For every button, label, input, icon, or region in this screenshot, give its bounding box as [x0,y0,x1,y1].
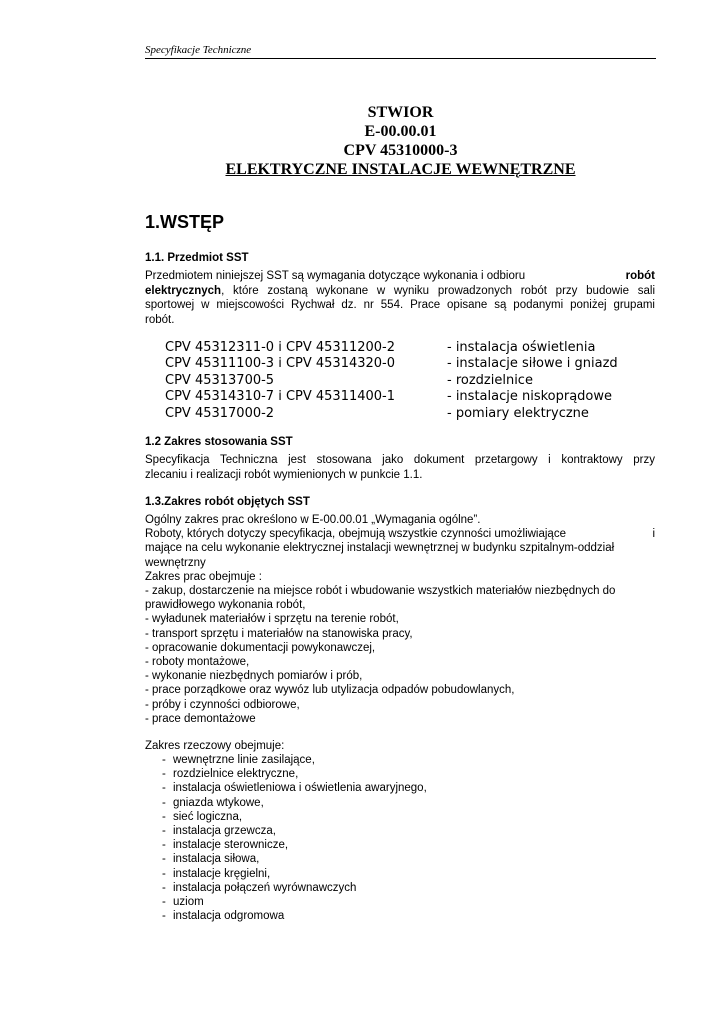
title-line-2: E-00.00.01 [364,123,437,140]
cpv-codes: CPV 45314310-7 i CPV 45311400-1 [165,389,396,405]
scope-item-text: uziom [173,896,204,909]
subsection-heading-1-1: 1.1. Przedmiot SST [145,252,249,264]
scope-item-text: instalacje sterownicze, [173,839,289,852]
paragraph-line [145,269,655,284]
scope-item [145,852,427,866]
paragraph-line: sportowej w miejscowości Rychwał dz. nr 554. Prace opisane są podanymi poniżej grupami [145,299,655,311]
running-header: Specyfikacje Techniczne [145,44,252,56]
paragraph-line: robót. [145,313,175,326]
scope-item [145,824,427,838]
paragraph-line: mające na celu wykonanie elektrycznej instalacji wewnętrznej w budynku szpitalnym-oddział [145,542,615,555]
bullet-dash: - [162,910,166,923]
scope-item-text: gniazda wtykowe, [173,796,264,809]
cpv-codes: CPV 45312311-0 i CPV 45311200-2 [165,340,396,355]
paragraph-line [145,284,655,299]
cpv-codes: CPV 45313700-5 [165,372,275,388]
work-item: - roboty montażowe, [145,656,250,669]
paragraph-line: Ogólny zakres prac określono w E-00.00.01 „Wymagania ogólne”. [145,514,481,526]
bullet-dash: - [162,839,166,852]
work-item: - wyładunek materiałów i sprzętu na terenie robót, [145,613,399,626]
cpv-description: - instalacje niskoprądowe [447,389,613,405]
scope-item [145,796,427,810]
text-run: Przedmiotem niniejszej SST są wymagania dotyczące wykonania i odbioru [145,270,526,282]
scope-item-text: instalacja połączeń wyrównawczych [173,881,357,894]
document-title [145,103,656,179]
title-line-4: ELEKTRYCZNE INSTALACJE WEWNĘTRZNE [225,161,576,178]
subsection-heading-1-2: 1.2 Zakres stosowania SST [145,436,293,448]
bullet-dash: - [162,896,166,909]
bullet-dash: - [162,810,166,823]
bullet-dash: - [162,768,166,781]
scope-item-text: instalacje kręgielni, [173,867,271,880]
text-run: Roboty, których dotyczy specyfikacja, obejmują wszystkie czynności umożliwiające [145,528,566,541]
work-item: - transport sprzętu i materiałów na stanowiska pracy, [145,627,413,640]
cpv-row [165,373,645,389]
scope-item [145,753,427,767]
bullet-dash: - [162,867,166,880]
scope-item-text: instalacja grzewcza, [173,825,276,838]
cpv-row [165,356,645,372]
paragraph-line: wewnętrzny [145,556,206,569]
bullet-dash: - [162,825,166,838]
scope-item-text: instalacja siłowa, [173,853,260,866]
scope-item [145,838,427,852]
work-item: - prace porządkowe oraz wywóz lub utylizacja odpadów pobudowlanych, [145,684,515,697]
paragraph-1-3 [145,513,657,726]
paragraph-line: zlecaniu i realizacji robót wymienionych w punkcie 1.1. [145,468,423,481]
cpv-description: - instalacja oświetlenia [447,340,596,355]
bullet-dash: - [162,754,166,766]
work-item: - prace demontażowe [145,712,256,725]
text-run: i [652,528,655,541]
cpv-codes: CPV 45311100-3 i CPV 45314320-0 [165,356,396,372]
paragraph-line: Zakres prac obejmuje : [145,570,262,583]
header-rule [145,58,656,59]
scope-item [145,767,427,781]
scope-item [145,909,427,923]
scope-item-text: rozdzielnice elektryczne, [173,768,299,781]
title-line-3: CPV 45310000-3 [343,142,458,159]
work-item: prawidłowego wykonania robót, [145,599,306,612]
work-item: - zakup, dostarczenie na miejsce robót i wbudowanie wszystkich materiałów niezbędnych do [145,585,616,598]
scope-item [145,895,427,909]
scope-item-text: sieć logiczna, [173,810,243,823]
work-item: - wykonanie niezbędnych pomiarów i prób, [145,670,363,683]
cpv-row [165,406,645,422]
bullet-dash: - [162,782,166,795]
cpv-description: - pomiary elektryczne [447,405,589,421]
cpv-row [165,340,645,356]
bullet-dash: - [162,796,166,809]
section-heading-intro: 1.WSTĘP [145,212,225,232]
cpv-codes: CPV 45317000-2 [165,405,275,421]
scope-heading: Zakres rzeczowy obejmuje: [145,740,285,752]
subsection-heading-1-3: 1.3.Zakres robót objętych SST [145,496,310,508]
scope-item-text: wewnętrzne linie zasilające, [173,754,315,766]
bold-run: robót [625,270,655,282]
bullet-dash: - [162,853,166,866]
scope-item [145,881,427,895]
paragraph-span [145,269,626,284]
scope-item [145,810,427,824]
text-run: , które zostaną wykonane w wyniku prowadzonych robót przy budowie sali [221,284,655,297]
scope-item-text: instalacja odgromowa [173,910,285,923]
paragraph-line [145,527,655,541]
work-item: - opracowanie dokumentacji powykonawczej, [145,641,376,654]
cpv-description: - rozdzielnice [447,372,533,388]
scope-item-text: instalacja oświetleniowa i oświetlenia awaryjnego, [173,782,427,795]
scope-list [145,753,427,923]
title-line-1: STWIOR [367,104,434,121]
paragraph-1-2 [145,453,655,482]
cpv-row [165,389,645,405]
paragraph-line: Specyfikacja Techniczna jest stosowana jako dokument przetargowy i kontraktowy przy [145,454,655,466]
work-item: - próby i czynności odbiorowe, [145,698,300,711]
scope-item [145,867,427,881]
cpv-list [165,340,645,422]
cpv-description: - instalacje siłowe i gniazd [447,356,618,372]
paragraph-1-1 [145,269,655,327]
bullet-dash: - [162,881,166,894]
bold-run: elektrycznych [145,284,222,297]
scope-item [145,781,427,795]
